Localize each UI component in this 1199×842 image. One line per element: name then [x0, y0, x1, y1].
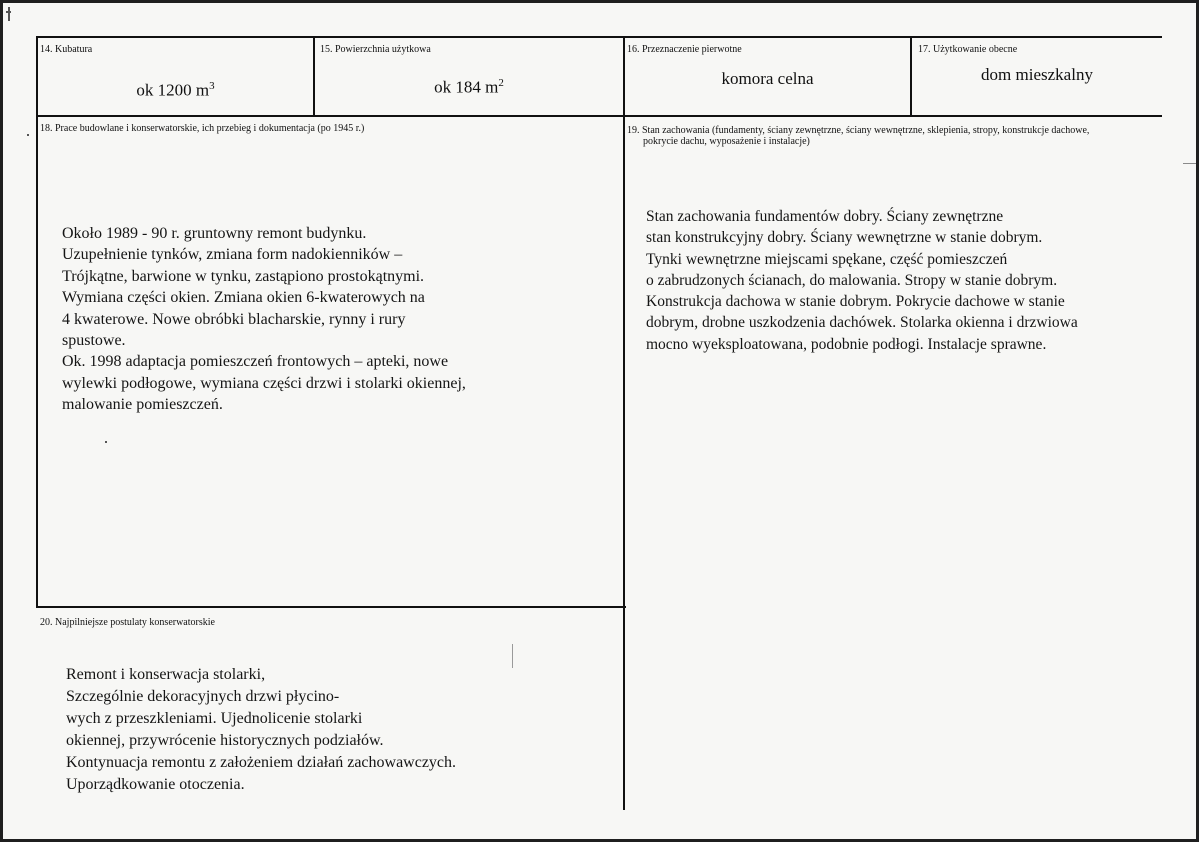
- field-14-value: [38, 76, 313, 101]
- scan-mark: [8, 7, 10, 21]
- left-rule: [36, 36, 38, 607]
- field-19-line: Stan zachowania fundamentów dobry. Ściany zewnętrzne: [646, 208, 1004, 225]
- field-19-text: [646, 206, 1078, 355]
- field-18-line: Około 1989 - 90 r. gruntowny remont budynku.: [62, 225, 367, 242]
- field-14-value-text: ok 1200 m: [136, 80, 210, 100]
- field-18-line: malowanie pomieszczeń.: [62, 396, 223, 414]
- scan-mark: [27, 134, 29, 136]
- field-20-line: wych z przeszkleniami. Ujednolicenie stolarki: [66, 710, 363, 727]
- field-18-line: Ok. 1998 adaptacja pomieszczeń frontowych – apteki, nowe: [62, 353, 449, 371]
- field-18-label: 18. Prace budowlane i konserwatorskie, ich przebieg i dokumentacja (po 1945 r.): [40, 123, 365, 134]
- field-15-value: [315, 73, 623, 98]
- field-18-line: 4 kwaterowe. Nowe obróbki blacharskie, rynny i rury: [62, 310, 406, 328]
- scan-mark: [512, 644, 513, 668]
- field-18-line: Uzupełnienie tynków, zmiana form nadokienników –: [62, 246, 403, 264]
- field-19-line: Tynki wewnętrzne miejscami spękane, część pomieszczeń: [646, 250, 1008, 268]
- field-15-value-superscript: 2: [498, 77, 504, 89]
- field-16-label: 16. Przeznaczenie pierwotne: [627, 44, 742, 55]
- scan-mark: [1183, 163, 1197, 164]
- field-15-value-text: ok 184 m: [434, 77, 499, 97]
- column-divider-center: [623, 36, 625, 810]
- scan-mark: [105, 441, 107, 443]
- field-20-line: Remont i konserwacja stolarki,: [66, 666, 266, 683]
- field-15-label: 15. Powierzchnia użytkowa: [320, 44, 431, 55]
- field-19-line: stan konstrukcyjny dobry. Ściany wewnętrzne w stanie dobrym.: [646, 229, 1043, 247]
- field-14-value-superscript: 3: [209, 80, 215, 92]
- field-19-line: Konstrukcja dachowa w stanie dobrym. Pokrycie dachowe w stanie: [646, 293, 1065, 311]
- field-20-text: [66, 664, 456, 796]
- field-18-text: [62, 223, 466, 416]
- row-divider-top: [36, 115, 1162, 117]
- top-rule: [36, 36, 1162, 38]
- field-19-label-line-2: pokrycie dachu, wyposażenie i instalacje): [643, 136, 810, 147]
- field-19-line: o zabrudzonych ścianach, do malowania. Stropy w stanie dobrym.: [646, 271, 1058, 289]
- field-18-line: wylewki podłogowe, wymiana części drzwi i stolarki okiennej,: [62, 374, 466, 392]
- field-17-value: dom mieszkalny: [981, 65, 1093, 84]
- field-20-line: okiennej, przywrócenie historycznych podziałów.: [66, 732, 384, 749]
- field-17-label: 17. Użytkowanie obecne: [918, 44, 1018, 55]
- field-18-line: Trójkątne, barwione w tynku, zastąpiono prostokątnymi.: [62, 267, 425, 285]
- field-20-label: 20. Najpilniejsze postulaty konserwatorskie: [40, 617, 215, 628]
- field-16-value: komora celna: [721, 69, 814, 88]
- field-19-label-line-1: 19. Stan zachowania (fundamenty, ściany zewnętrzne, ściany wewnętrzne, sklepienia, stropy, konstrukcje dachowe,: [627, 125, 1090, 136]
- field-19-line: mocno wyeksploatowana, podobnie podłogi. Instalacje sprawne.: [646, 335, 1047, 353]
- field-20-line: Szczególnie dekoracyjnych drzwi płycino-: [66, 688, 340, 705]
- field-18-line: spustowe.: [62, 332, 126, 350]
- row-divider-bottom-left: [36, 606, 626, 608]
- field-20-line: Kontynuacja remontu z założeniem działań zachowawczych.: [66, 754, 457, 771]
- field-14-label: 14. Kubatura: [40, 44, 93, 55]
- field-19-line: dobrym, drobne uszkodzenia dachówek. Stolarka okienna i drzwiowa: [646, 314, 1078, 332]
- field-18-line: Wymiana części okien. Zmiana okien 6-kwaterowych na: [62, 289, 425, 307]
- field-20-line: Uporządkowanie otoczenia.: [66, 776, 245, 793]
